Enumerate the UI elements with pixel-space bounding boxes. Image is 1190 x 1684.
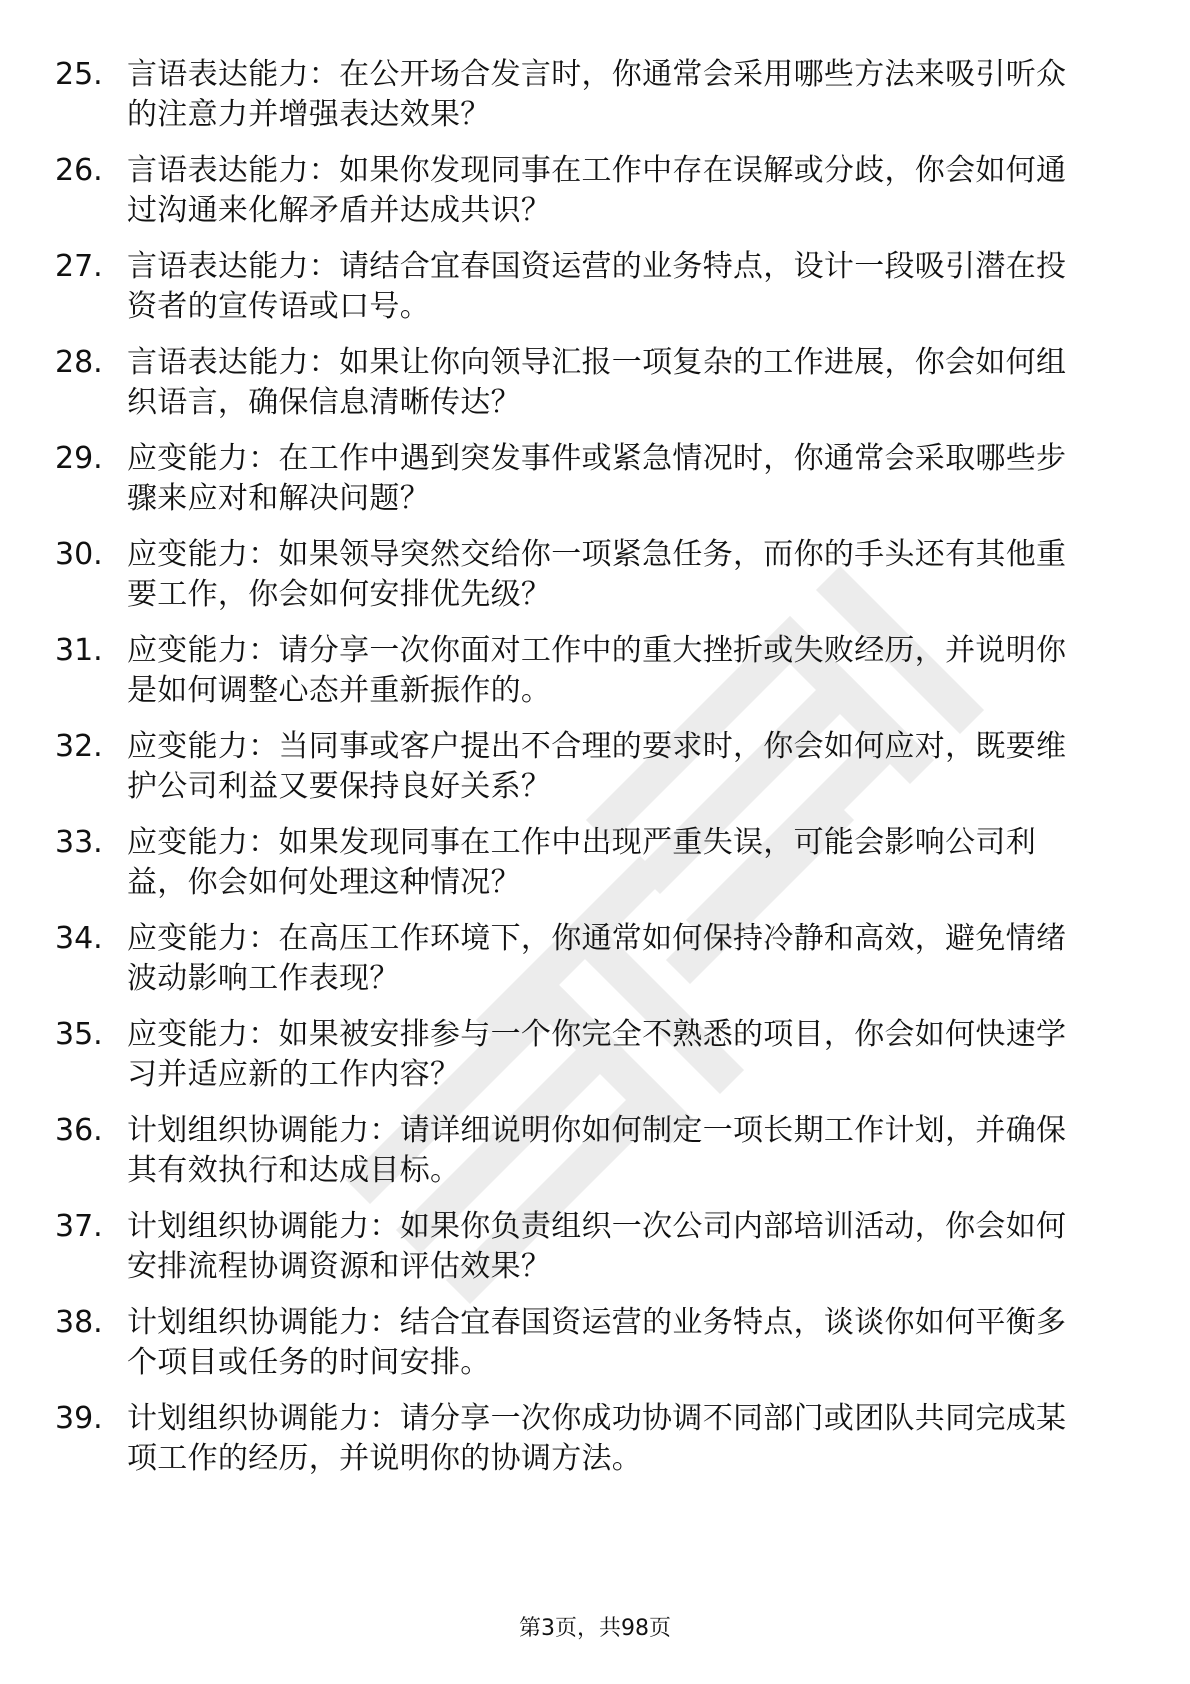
page-number: 第3页，共98页 (519, 1616, 671, 1641)
question-number: 34. (55, 921, 103, 956)
question-item (55, 1207, 1135, 1287)
question-number: 30. (55, 537, 103, 572)
question-text: 计划组织协调能力：如果你负责组织一次公司内部培训活动，你会如何安排流程协调资源和评估效果？ (127, 1209, 1067, 1284)
question-item (55, 1399, 1135, 1479)
question-item (55, 535, 1135, 615)
page-footer (0, 1614, 1190, 1644)
question-item (55, 727, 1135, 807)
question-text: 应变能力：在工作中遇到突发事件或紧急情况时，你通常会采取哪些步骤来应对和解决问题？ (127, 441, 1067, 516)
question-item (55, 1303, 1135, 1383)
question-text: 应变能力：在高压工作环境下，你通常如何保持冷静和高效，避免情绪波动影响工作表现？ (127, 921, 1067, 996)
question-number: 31. (55, 633, 103, 668)
question-item (55, 343, 1135, 423)
question-number: 39. (55, 1401, 103, 1436)
question-number: 29. (55, 441, 103, 476)
question-number: 38. (55, 1305, 103, 1340)
question-text: 应变能力：请分享一次你面对工作中的重大挫折或失败经历，并说明你是如何调整心态并重新振作的。 (127, 633, 1067, 708)
question-number: 37. (55, 1209, 103, 1244)
question-number: 27. (55, 249, 103, 284)
question-text: 计划组织协调能力：请详细说明你如何制定一项长期工作计划，并确保其有效执行和达成目标。 (127, 1113, 1067, 1188)
question-text: 言语表达能力：请结合宜春国资运营的业务特点，设计一段吸引潜在投资者的宣传语或口号。 (127, 249, 1067, 324)
question-number: 36. (55, 1113, 103, 1148)
question-text: 言语表达能力：如果你发现同事在工作中存在误解或分歧，你会如何通过沟通来化解矛盾并达成共识？ (127, 153, 1067, 228)
question-text: 计划组织协调能力：请分享一次你成功协调不同部门或团队共同完成某项工作的经历，并说明你的协调方法。 (127, 1401, 1067, 1476)
question-item (55, 631, 1135, 711)
question-item (55, 1111, 1135, 1191)
question-list (55, 55, 1135, 1495)
question-number: 33. (55, 825, 103, 860)
question-number: 32. (55, 729, 103, 764)
question-number: 35. (55, 1017, 103, 1052)
question-number: 26. (55, 153, 103, 188)
question-item (55, 247, 1135, 327)
question-text: 应变能力：如果领导突然交给你一项紧急任务，而你的手头还有其他重要工作，你会如何安排优先级？ (127, 537, 1067, 612)
question-item (55, 151, 1135, 231)
question-item (55, 1015, 1135, 1095)
question-text: 言语表达能力：在公开场合发言时，你通常会采用哪些方法来吸引听众的注意力并增强表达效果？ (127, 57, 1067, 132)
question-text: 应变能力：当同事或客户提出不合理的要求时，你会如何应对，既要维护公司利益又要保持良好关系？ (127, 729, 1067, 804)
question-text: 言语表达能力：如果让你向领导汇报一项复杂的工作进展，你会如何组织语言，确保信息清晰传达？ (127, 345, 1067, 420)
question-number: 25. (55, 57, 103, 92)
question-item (55, 823, 1135, 903)
question-number: 28. (55, 345, 103, 380)
question-text: 应变能力：如果发现同事在工作中出现严重失误，可能会影响公司利益，你会如何处理这种情况？ (127, 825, 1036, 900)
question-item (55, 919, 1135, 999)
question-item (55, 439, 1135, 519)
question-item (55, 55, 1135, 135)
question-text: 计划组织协调能力：结合宜春国资运营的业务特点，谈谈你如何平衡多个项目或任务的时间安排。 (127, 1305, 1067, 1380)
question-text: 应变能力：如果被安排参与一个你完全不熟悉的项目，你会如何快速学习并适应新的工作内容？ (127, 1017, 1067, 1092)
